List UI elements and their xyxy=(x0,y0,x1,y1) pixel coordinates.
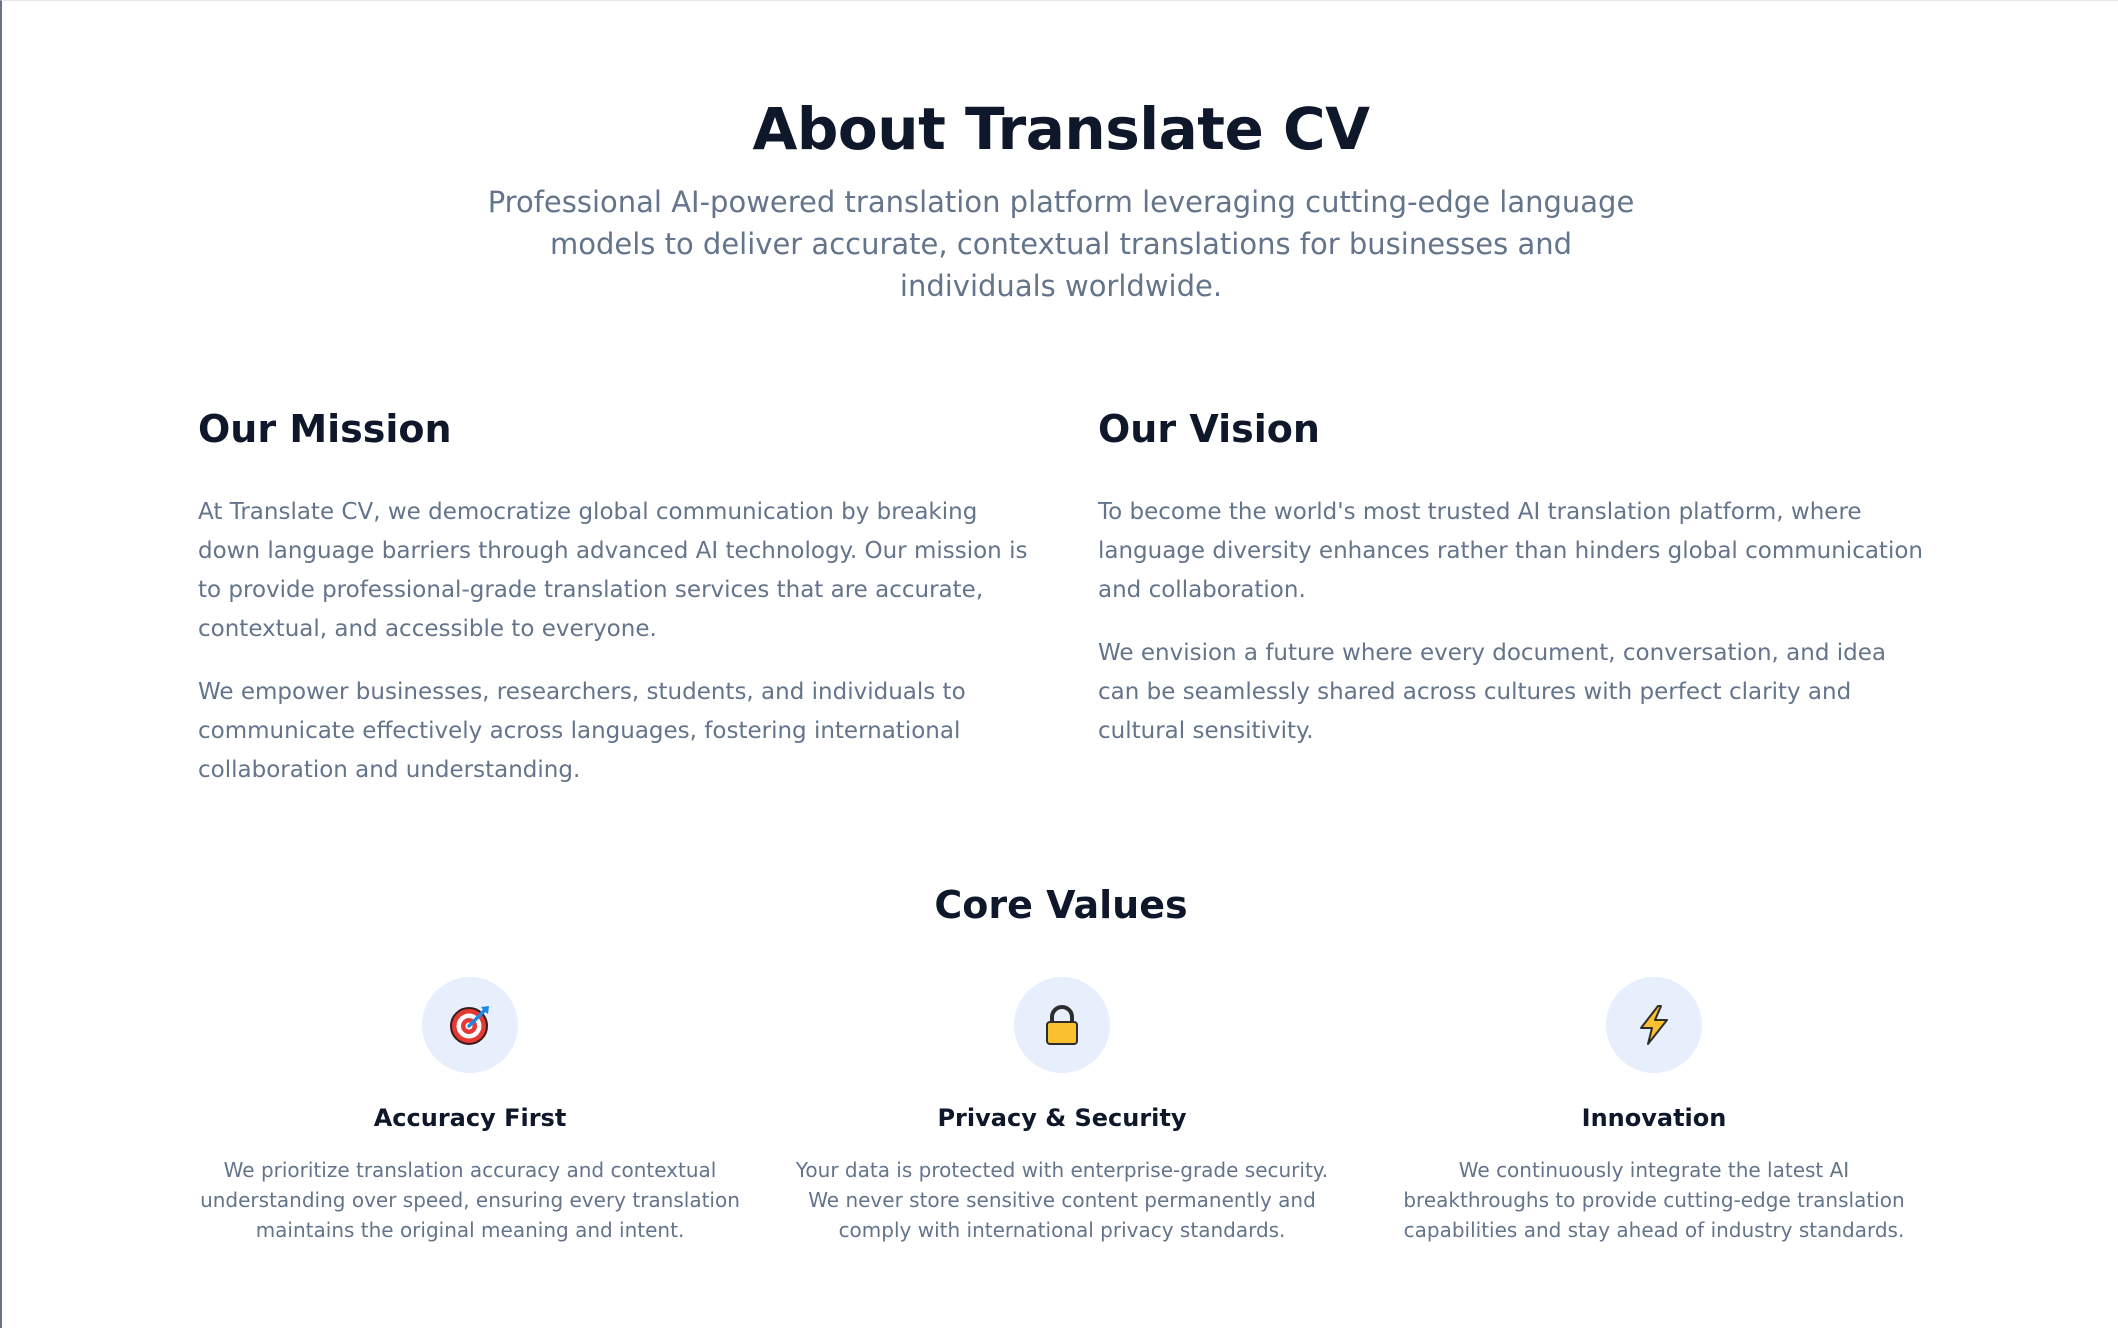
value-card-accuracy xyxy=(190,977,750,1245)
mission-paragraph-1: At Translate CV, we democratize global communication by breaking down language barriers through advanced AI technology. Our mission is to provide professional-grade translation services that are accurate, contextual, and accessible to everyone. xyxy=(198,499,1028,642)
mission-heading: Our Mission xyxy=(198,407,452,451)
target-icon xyxy=(422,977,518,1073)
mission-paragraph-2: We empower businesses, researchers, students, and individuals to communicate effectively across languages, fostering international collaboration and understanding. xyxy=(198,679,966,783)
vision-paragraph-1: To become the world's most trusted AI translation platform, where language diversity enhances rather than hinders global communication and collaboration. xyxy=(1098,499,1923,603)
value-description: We prioritize translation accuracy and contextual understanding over speed, ensuring every translation maintains the original meaning and intent. xyxy=(200,1158,740,1242)
value-description: Your data is protected with enterprise-grade security. We never store sensitive content permanently and comply with international privacy standards. xyxy=(795,1158,1329,1242)
vision-heading: Our Vision xyxy=(1098,407,1320,451)
vision-paragraph-2: We envision a future where every document, conversation, and idea can be seamlessly shared across cultures with perfect clarity and cultural sensitivity. xyxy=(1098,640,1886,744)
vision-section xyxy=(1098,403,1928,751)
value-title: Accuracy First xyxy=(373,1104,567,1132)
value-title: Privacy & Security xyxy=(937,1104,1187,1132)
page-subtitle: Professional AI-powered translation platform leveraging cutting-edge language models to deliver accurate, contextual translations for businesses and individuals worldwide. xyxy=(487,185,1635,303)
lock-icon xyxy=(1014,977,1110,1073)
value-card-innovation xyxy=(1374,977,1934,1245)
value-card-privacy xyxy=(782,977,1342,1245)
value-description: We continuously integrate the latest AI breakthroughs to provide cutting-edge translation capabilities and stay ahead of industry standards. xyxy=(1403,1158,1905,1242)
page-title: About Translate CV xyxy=(752,95,1370,163)
core-values-heading: Core Values xyxy=(934,883,1188,927)
lightning-icon xyxy=(1606,977,1702,1073)
mission-section xyxy=(198,403,1028,790)
value-title: Innovation xyxy=(1581,1104,1727,1132)
